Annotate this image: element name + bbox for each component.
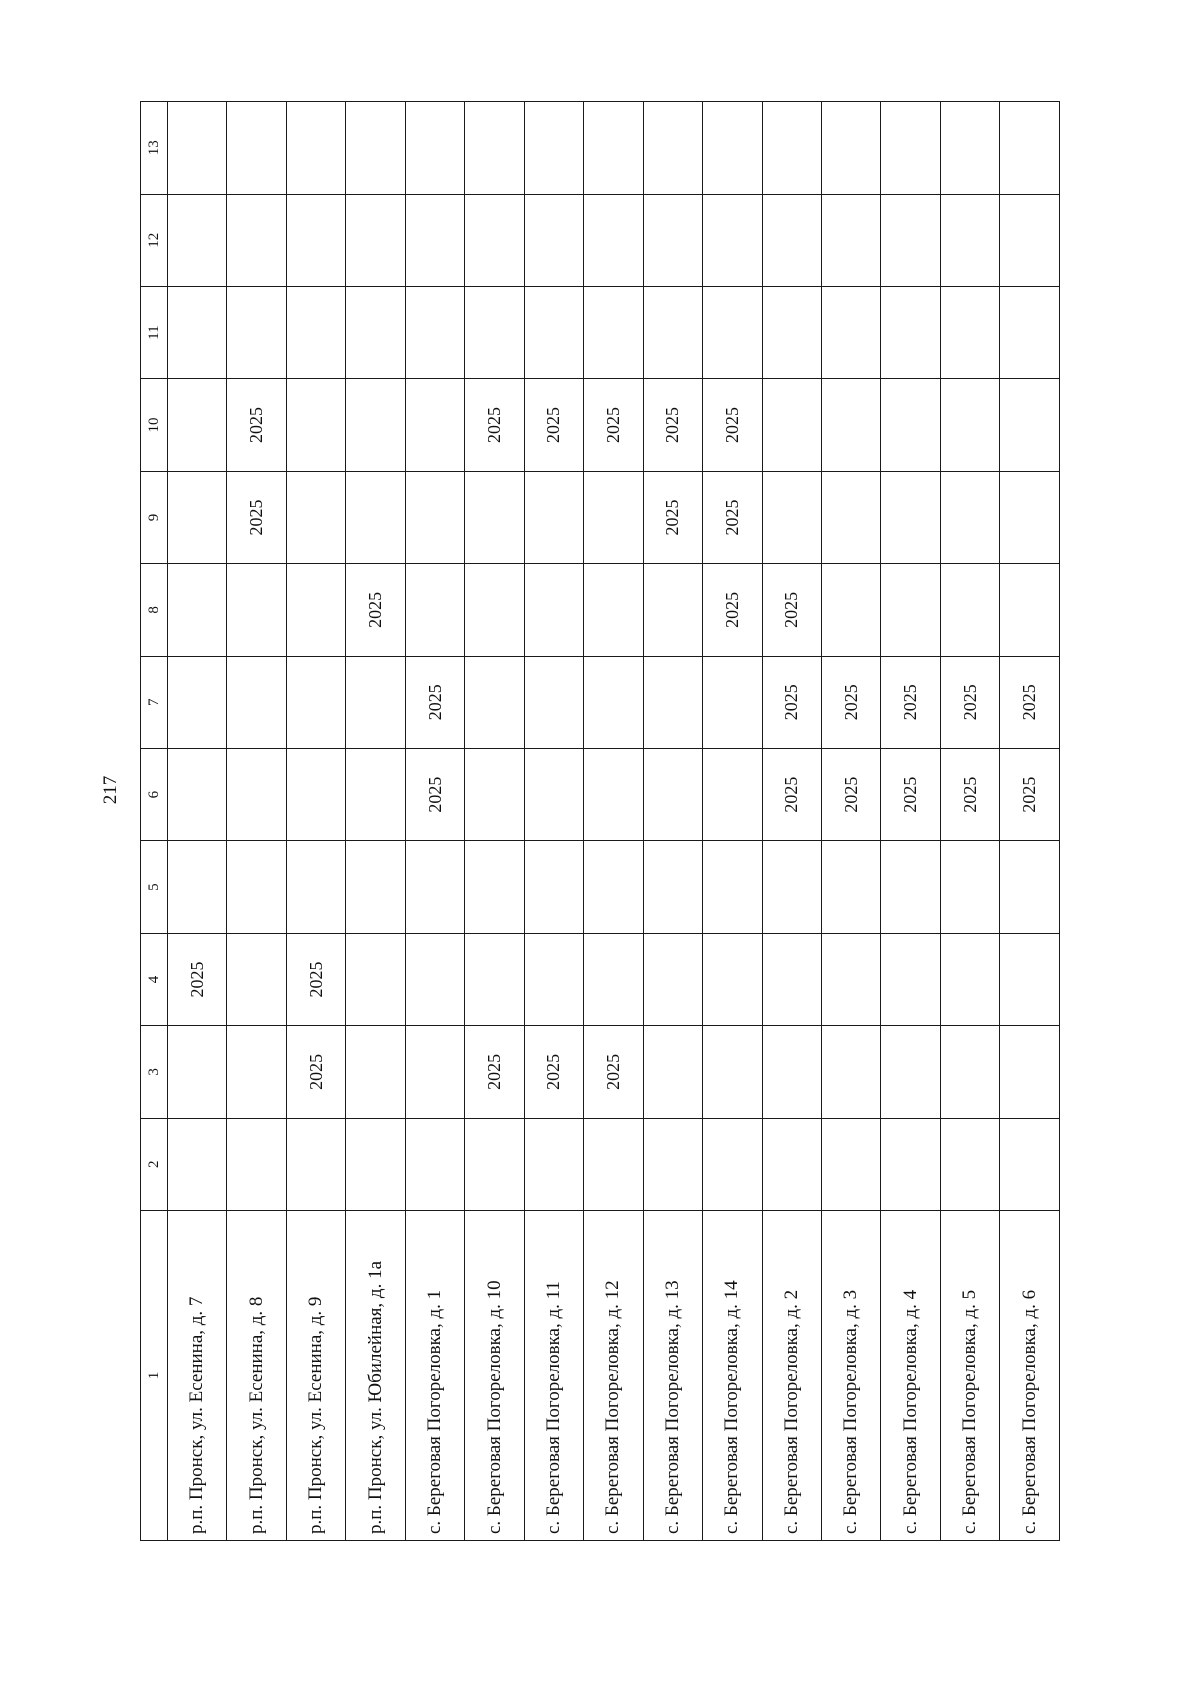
table-row bbox=[1000, 102, 1060, 1541]
empty-cell bbox=[465, 564, 524, 656]
empty-cell bbox=[821, 471, 880, 563]
empty-cell bbox=[821, 564, 880, 656]
year-cell: 2025 bbox=[584, 379, 643, 471]
table-row bbox=[227, 102, 286, 1541]
column-header-13: 13 bbox=[141, 102, 168, 195]
empty-cell bbox=[346, 471, 405, 563]
address-cell: р.п. Пронск, ул. Юбилейная, д. 1а bbox=[346, 1211, 405, 1541]
empty-cell bbox=[643, 656, 702, 748]
table-row bbox=[168, 102, 227, 1541]
empty-cell bbox=[881, 841, 940, 933]
address-cell: с. Береговая Погореловка, д. 5 bbox=[940, 1211, 999, 1541]
empty-cell bbox=[168, 471, 227, 563]
address-cell: с. Береговая Погореловка, д. 1 bbox=[405, 1211, 464, 1541]
year-cell: 2025 bbox=[524, 1026, 583, 1118]
year-cell: 2025 bbox=[940, 748, 999, 840]
empty-cell bbox=[346, 1118, 405, 1210]
empty-cell bbox=[168, 564, 227, 656]
empty-cell bbox=[703, 841, 762, 933]
empty-cell bbox=[346, 656, 405, 748]
empty-cell bbox=[643, 1118, 702, 1210]
year-cell: 2025 bbox=[881, 656, 940, 748]
year-cell: 2025 bbox=[405, 748, 464, 840]
empty-cell bbox=[465, 471, 524, 563]
empty-cell bbox=[227, 841, 286, 933]
empty-cell bbox=[405, 102, 464, 195]
empty-cell bbox=[762, 194, 821, 286]
empty-cell bbox=[346, 841, 405, 933]
table-row bbox=[286, 102, 345, 1541]
empty-cell bbox=[168, 1026, 227, 1118]
year-cell: 2025 bbox=[940, 656, 999, 748]
address-cell: с. Береговая Погореловка, д. 6 bbox=[1000, 1211, 1060, 1541]
empty-cell bbox=[405, 933, 464, 1025]
address-cell: р.п. Пронск, ул. Есенина, д. 9 bbox=[286, 1211, 345, 1541]
empty-cell bbox=[940, 933, 999, 1025]
year-cell: 2025 bbox=[227, 471, 286, 563]
empty-cell bbox=[227, 286, 286, 378]
empty-cell bbox=[762, 471, 821, 563]
empty-cell bbox=[940, 102, 999, 195]
empty-cell bbox=[762, 1118, 821, 1210]
empty-cell bbox=[643, 748, 702, 840]
empty-cell bbox=[286, 656, 345, 748]
year-cell: 2025 bbox=[762, 656, 821, 748]
empty-cell bbox=[168, 841, 227, 933]
empty-cell bbox=[1000, 841, 1060, 933]
empty-cell bbox=[643, 286, 702, 378]
empty-cell bbox=[881, 471, 940, 563]
year-cell: 2025 bbox=[524, 379, 583, 471]
empty-cell bbox=[227, 102, 286, 195]
empty-cell bbox=[821, 841, 880, 933]
address-cell: р.п. Пронск, ул. Есенина, д. 8 bbox=[227, 1211, 286, 1541]
table-row bbox=[346, 102, 405, 1541]
column-header-8: 8 bbox=[141, 564, 168, 656]
column-header-12: 12 bbox=[141, 194, 168, 286]
empty-cell bbox=[1000, 102, 1060, 195]
empty-cell bbox=[465, 1118, 524, 1210]
empty-cell bbox=[584, 471, 643, 563]
empty-cell bbox=[940, 194, 999, 286]
year-cell: 2025 bbox=[643, 379, 702, 471]
empty-cell bbox=[346, 1026, 405, 1118]
empty-cell bbox=[286, 1118, 345, 1210]
empty-cell bbox=[1000, 471, 1060, 563]
empty-cell bbox=[703, 194, 762, 286]
year-cell: 2025 bbox=[346, 564, 405, 656]
empty-cell bbox=[524, 933, 583, 1025]
empty-cell bbox=[346, 933, 405, 1025]
year-cell: 2025 bbox=[821, 748, 880, 840]
empty-cell bbox=[643, 564, 702, 656]
column-header-2: 2 bbox=[141, 1118, 168, 1210]
empty-cell bbox=[940, 1118, 999, 1210]
year-cell: 2025 bbox=[703, 471, 762, 563]
table-row bbox=[524, 102, 583, 1541]
column-header-11: 11 bbox=[141, 286, 168, 378]
empty-cell bbox=[524, 841, 583, 933]
empty-cell bbox=[465, 102, 524, 195]
empty-cell bbox=[821, 933, 880, 1025]
address-cell: с. Береговая Погореловка, д. 10 bbox=[465, 1211, 524, 1541]
address-cell: с. Береговая Погореловка, д. 11 bbox=[524, 1211, 583, 1541]
address-cell: с. Береговая Погореловка, д. 14 bbox=[703, 1211, 762, 1541]
table-row bbox=[821, 102, 880, 1541]
empty-cell bbox=[584, 933, 643, 1025]
address-cell: с. Береговая Погореловка, д. 2 bbox=[762, 1211, 821, 1541]
year-cell: 2025 bbox=[465, 379, 524, 471]
empty-cell bbox=[762, 933, 821, 1025]
empty-cell bbox=[940, 1026, 999, 1118]
year-cell: 2025 bbox=[762, 748, 821, 840]
empty-cell bbox=[227, 656, 286, 748]
empty-cell bbox=[703, 286, 762, 378]
year-cell: 2025 bbox=[405, 656, 464, 748]
empty-cell bbox=[465, 748, 524, 840]
empty-cell bbox=[584, 841, 643, 933]
empty-cell bbox=[940, 841, 999, 933]
year-cell: 2025 bbox=[821, 656, 880, 748]
table-body bbox=[168, 102, 1060, 1541]
empty-cell bbox=[940, 564, 999, 656]
empty-cell bbox=[168, 1118, 227, 1210]
empty-cell bbox=[881, 194, 940, 286]
empty-cell bbox=[703, 102, 762, 195]
empty-cell bbox=[940, 379, 999, 471]
year-cell: 2025 bbox=[762, 564, 821, 656]
table-row bbox=[584, 102, 643, 1541]
empty-cell bbox=[821, 286, 880, 378]
empty-cell bbox=[405, 1118, 464, 1210]
empty-cell bbox=[405, 286, 464, 378]
empty-cell bbox=[703, 748, 762, 840]
empty-cell bbox=[584, 656, 643, 748]
address-cell: с. Береговая Погореловка, д. 13 bbox=[643, 1211, 702, 1541]
empty-cell bbox=[881, 1026, 940, 1118]
empty-cell bbox=[286, 102, 345, 195]
empty-cell bbox=[821, 1118, 880, 1210]
empty-cell bbox=[881, 286, 940, 378]
empty-cell bbox=[465, 194, 524, 286]
empty-cell bbox=[524, 1118, 583, 1210]
empty-cell bbox=[762, 841, 821, 933]
empty-cell bbox=[584, 564, 643, 656]
empty-cell bbox=[227, 933, 286, 1025]
empty-cell bbox=[643, 194, 702, 286]
year-cell: 2025 bbox=[168, 933, 227, 1025]
address-cell: с. Береговая Погореловка, д. 12 bbox=[584, 1211, 643, 1541]
empty-cell bbox=[940, 286, 999, 378]
empty-cell bbox=[227, 1118, 286, 1210]
empty-cell bbox=[584, 748, 643, 840]
empty-cell bbox=[1000, 1118, 1060, 1210]
empty-cell bbox=[346, 379, 405, 471]
empty-cell bbox=[168, 748, 227, 840]
page-number: 217 bbox=[100, 775, 121, 805]
year-cell: 2025 bbox=[465, 1026, 524, 1118]
empty-cell bbox=[881, 933, 940, 1025]
empty-cell bbox=[524, 748, 583, 840]
empty-cell bbox=[821, 194, 880, 286]
schedule-table-container bbox=[140, 101, 1060, 1541]
empty-cell bbox=[703, 933, 762, 1025]
empty-cell bbox=[881, 102, 940, 195]
empty-cell bbox=[881, 564, 940, 656]
table-row bbox=[762, 102, 821, 1541]
table-row bbox=[643, 102, 702, 1541]
empty-cell bbox=[168, 656, 227, 748]
empty-cell bbox=[1000, 286, 1060, 378]
empty-cell bbox=[465, 841, 524, 933]
table-row bbox=[940, 102, 999, 1541]
empty-cell bbox=[703, 1026, 762, 1118]
table-row bbox=[703, 102, 762, 1541]
empty-cell bbox=[465, 286, 524, 378]
empty-cell bbox=[703, 656, 762, 748]
year-cell: 2025 bbox=[1000, 656, 1060, 748]
empty-cell bbox=[703, 1118, 762, 1210]
column-header-6: 6 bbox=[141, 748, 168, 840]
empty-cell bbox=[227, 748, 286, 840]
empty-cell bbox=[762, 286, 821, 378]
year-cell: 2025 bbox=[881, 748, 940, 840]
empty-cell bbox=[405, 471, 464, 563]
empty-cell bbox=[643, 933, 702, 1025]
empty-cell bbox=[405, 194, 464, 286]
empty-cell bbox=[286, 471, 345, 563]
empty-cell bbox=[584, 102, 643, 195]
empty-cell bbox=[346, 194, 405, 286]
empty-cell bbox=[762, 379, 821, 471]
empty-cell bbox=[227, 1026, 286, 1118]
address-cell: р.п. Пронск, ул. Есенина, д. 7 bbox=[168, 1211, 227, 1541]
header-row bbox=[141, 102, 168, 1541]
empty-cell bbox=[762, 102, 821, 195]
empty-cell bbox=[168, 102, 227, 195]
empty-cell bbox=[524, 194, 583, 286]
empty-cell bbox=[405, 841, 464, 933]
empty-cell bbox=[286, 194, 345, 286]
empty-cell bbox=[524, 286, 583, 378]
year-cell: 2025 bbox=[703, 379, 762, 471]
year-cell: 2025 bbox=[286, 933, 345, 1025]
empty-cell bbox=[1000, 379, 1060, 471]
empty-cell bbox=[227, 194, 286, 286]
address-cell: с. Береговая Погореловка, д. 4 bbox=[881, 1211, 940, 1541]
empty-cell bbox=[524, 102, 583, 195]
empty-cell bbox=[524, 471, 583, 563]
empty-cell bbox=[1000, 933, 1060, 1025]
empty-cell bbox=[346, 102, 405, 195]
empty-cell bbox=[1000, 194, 1060, 286]
table-row bbox=[881, 102, 940, 1541]
empty-cell bbox=[168, 379, 227, 471]
column-header-1: 1 bbox=[141, 1211, 168, 1541]
empty-cell bbox=[286, 841, 345, 933]
year-cell: 2025 bbox=[703, 564, 762, 656]
empty-cell bbox=[881, 1118, 940, 1210]
empty-cell bbox=[286, 286, 345, 378]
empty-cell bbox=[405, 564, 464, 656]
empty-cell bbox=[346, 748, 405, 840]
year-cell: 2025 bbox=[286, 1026, 345, 1118]
year-cell: 2025 bbox=[1000, 748, 1060, 840]
empty-cell bbox=[1000, 564, 1060, 656]
table-row bbox=[465, 102, 524, 1541]
empty-cell bbox=[584, 1118, 643, 1210]
year-cell: 2025 bbox=[227, 379, 286, 471]
empty-cell bbox=[405, 1026, 464, 1118]
empty-cell bbox=[584, 286, 643, 378]
schedule-table bbox=[140, 101, 1060, 1541]
empty-cell bbox=[227, 564, 286, 656]
column-header-3: 3 bbox=[141, 1026, 168, 1118]
empty-cell bbox=[286, 564, 345, 656]
empty-cell bbox=[465, 933, 524, 1025]
empty-cell bbox=[643, 1026, 702, 1118]
empty-cell bbox=[762, 1026, 821, 1118]
address-cell: с. Береговая Погореловка, д. 3 bbox=[821, 1211, 880, 1541]
empty-cell bbox=[643, 102, 702, 195]
column-header-10: 10 bbox=[141, 379, 168, 471]
empty-cell bbox=[1000, 1026, 1060, 1118]
empty-cell bbox=[821, 1026, 880, 1118]
empty-cell bbox=[168, 286, 227, 378]
empty-cell bbox=[346, 286, 405, 378]
empty-cell bbox=[465, 656, 524, 748]
table-row bbox=[405, 102, 464, 1541]
empty-cell bbox=[821, 102, 880, 195]
empty-cell bbox=[168, 194, 227, 286]
empty-cell bbox=[584, 194, 643, 286]
empty-cell bbox=[643, 841, 702, 933]
empty-cell bbox=[524, 564, 583, 656]
column-header-5: 5 bbox=[141, 841, 168, 933]
empty-cell bbox=[881, 379, 940, 471]
year-cell: 2025 bbox=[584, 1026, 643, 1118]
empty-cell bbox=[821, 379, 880, 471]
column-header-7: 7 bbox=[141, 656, 168, 748]
year-cell: 2025 bbox=[643, 471, 702, 563]
column-header-4: 4 bbox=[141, 933, 168, 1025]
empty-cell bbox=[524, 656, 583, 748]
column-header-9: 9 bbox=[141, 471, 168, 563]
empty-cell bbox=[405, 379, 464, 471]
empty-cell bbox=[286, 748, 345, 840]
empty-cell bbox=[286, 379, 345, 471]
empty-cell bbox=[940, 471, 999, 563]
